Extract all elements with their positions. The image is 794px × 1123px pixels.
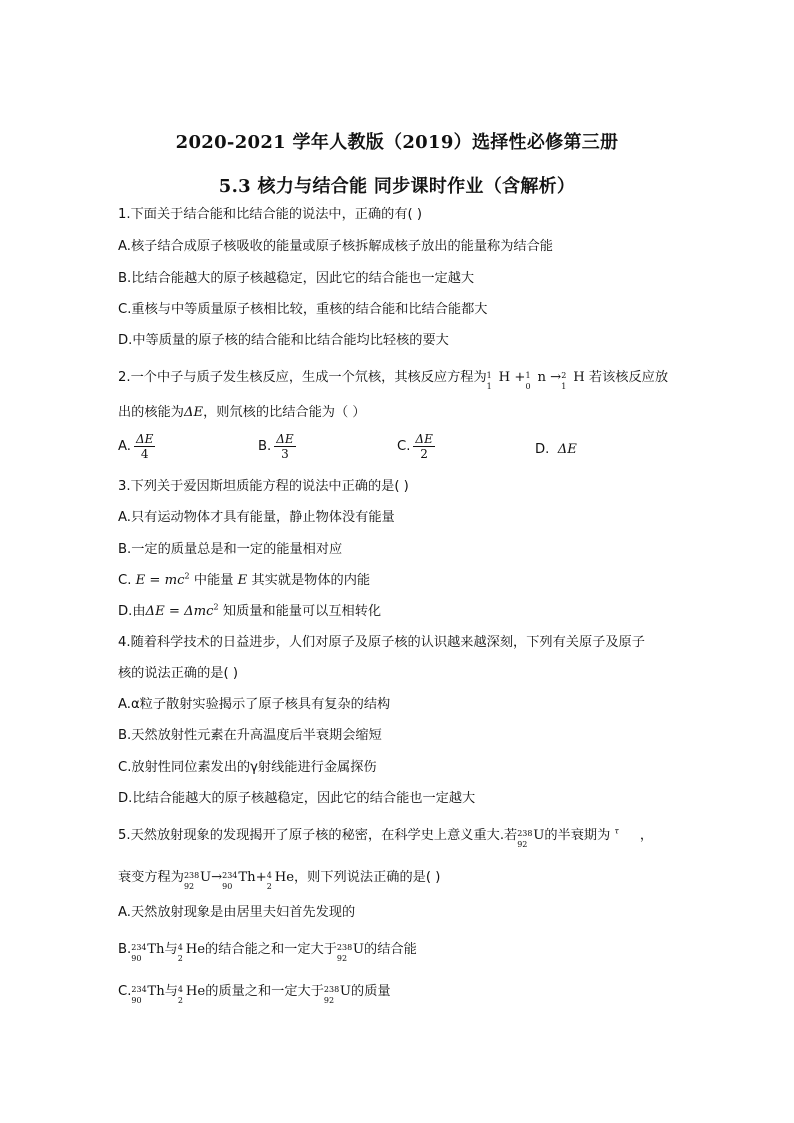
q2-option-a: A. $\frac{\Delta E}{4}$ <box>118 432 154 461</box>
q1-option-a: A.核子结合成原子核吸收的能量或原子核拆解成核子放出的能量称为结合能 <box>118 239 553 254</box>
q5-stem-line1: 5.天然放射现象的发现揭开了原子核的秘密，在科学史上意义重大.若 238 92 U的半衰期为 $^\tau$ ， <box>118 826 654 849</box>
he4-isotope: 4 2 <box>177 943 183 963</box>
document-title: 2020-2021 学年人教版（2019）选择性必修第三册 <box>175 132 619 153</box>
th234-isotope: 234 90 <box>131 943 147 963</box>
q1-option-d: D.中等质量的原子核的结合能和比结合能均比轻核的要大 <box>118 333 449 348</box>
he4-isotope: 4 2 <box>266 871 272 891</box>
q1-option-c: C.重核与中等质量原子核相比较，重核的结合能和比结合能都大 <box>118 302 488 317</box>
q3-option-a: A.只有运动物体才具有能量，静止物体没有能量 <box>118 510 395 525</box>
q4-option-a: A.α粒子散射实验揭示了原子核具有复杂的结构 <box>118 697 391 712</box>
q2-option-d: D. ΔE <box>535 442 577 457</box>
q5-option-a: A.天然放射现象是由居里夫妇首先发现的 <box>118 905 356 920</box>
document-subtitle: 5.3 核力与结合能 同步课时作业（含解析） <box>218 176 576 197</box>
u238-isotope: 238 92 <box>336 943 353 963</box>
th234-isotope: 234 90 <box>222 871 238 891</box>
u238-isotope: 238 92 <box>183 871 200 891</box>
u238-isotope: 238 92 <box>323 985 340 1005</box>
q3-option-d: D.由ΔE = Δmc$^2$ 知质量和能量可以互相转化 <box>118 602 382 619</box>
he4-isotope: 4 2 <box>177 985 183 1005</box>
q4-option-d: D.比结合能越大的原子核越稳定，因此它的结合能也一定越大 <box>118 791 476 806</box>
u238-isotope: 238 92 <box>517 829 533 849</box>
q2-option-c: C. $\frac{\Delta E}{2}$ <box>397 432 433 461</box>
q3-option-b: B.一定的质量总是和一定的能量相对应 <box>118 542 343 557</box>
q2-option-b: B. $\frac{\Delta E}{3}$ <box>258 432 294 461</box>
q4-stem-line1: 4.随着科学技术的日益进步，人们对原子及原子核的认识越来越深刻，下列有关原子及原子 <box>118 635 645 650</box>
q5-stem-line2: 衰变方程为 238 92 U→ 234 90 Th+ 4 2 He，则下列说法正确的是( ) <box>118 870 441 891</box>
q4-option-b: B.天然放射性元素在升高温度后半衰期会缩短 <box>118 728 382 743</box>
q2-stem-line2: 出的核能为ΔE，则氘核的比结合能为（ ） <box>118 405 366 420</box>
q3-option-c: C. $E = mc^2$ 中能量 E 其实就是物体的内能 <box>118 571 371 588</box>
q4-option-c: C.放射性同位素发出的γ射线能进行金属探伤 <box>118 760 377 775</box>
n-isotope: 1 0 <box>525 371 531 391</box>
h-isotope: 1 1 <box>486 371 492 391</box>
q1-option-b: B.比结合能越大的原子核越稳定，因此它的结合能也一定越大 <box>118 271 475 286</box>
th234-isotope: 234 90 <box>131 985 147 1005</box>
q5-option-b: B. 234 90 Th与 4 2 He的结合能之和一定大于 238 92 U的结合能 <box>118 942 417 963</box>
q2-stem-text: 2.一个中子与质子发生核反应，生成一个氘核，其核反应方程为 <box>118 370 487 385</box>
q1-stem: 1.下面关于结合能和比结合能的说法中，正确的有( ) <box>118 207 422 222</box>
deuteron-isotope: 2 1 <box>561 371 567 391</box>
q5-option-c: C. 234 90 Th与 4 2 He的质量之和一定大于 238 92 U的质量 <box>118 984 391 1005</box>
q3-stem: 3.下列关于爱因斯坦质能方程的说法中正确的是( ) <box>118 479 409 494</box>
q2-stem-line1: 2.一个中子与质子发生核反应，生成一个氘核，其核反应方程为 1 1 H + 1 0 n → 2 1 H 若该核反应放 <box>118 370 669 391</box>
q4-stem-line2: 核的说法正确的是( ) <box>118 666 238 681</box>
